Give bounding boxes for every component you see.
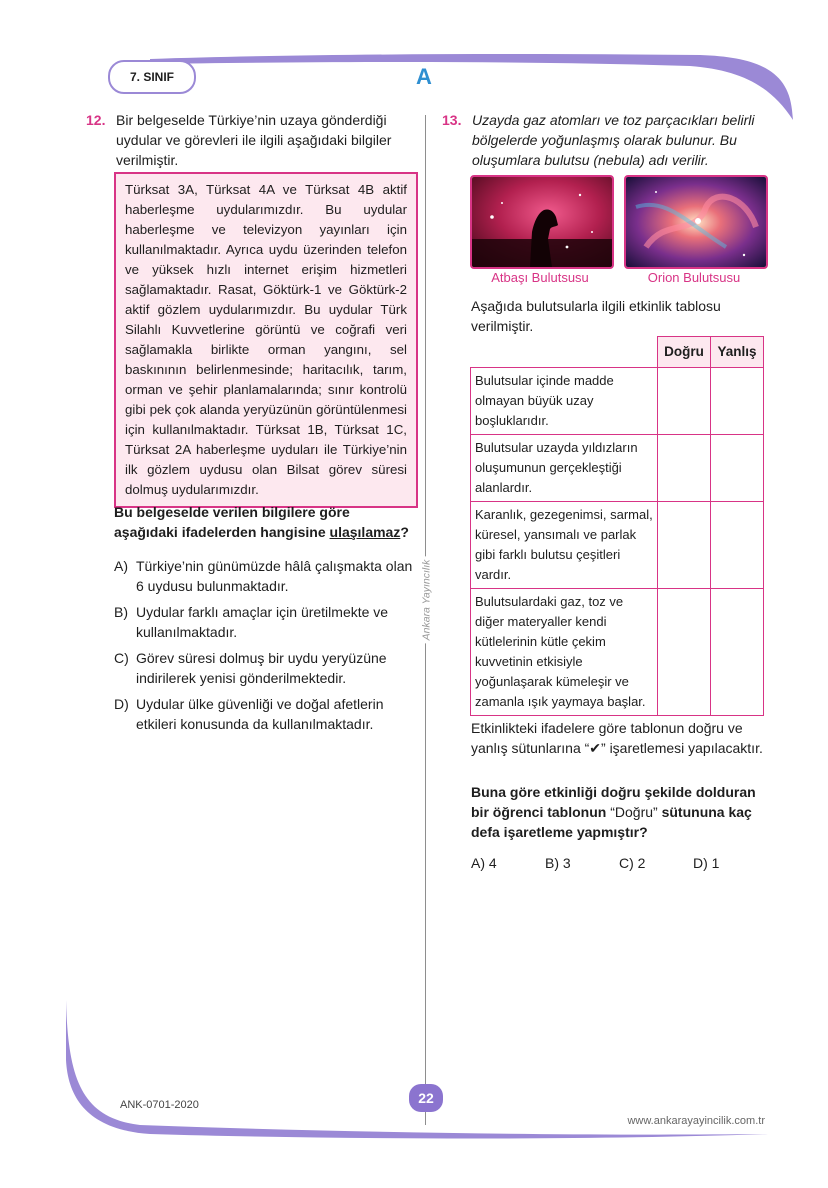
satellite-info-box: Türksat 3A, Türksat 4A ve Türksat 4B aktif haberleşme uydularımızdır. Bu uydular haberleşme ve televizyon yayınları için kullanılmaktadır. Ayrıca uydu üzerinden telefon ve yüksek hızlı internet erişim hizmetleri sağlamaktadır. Rasat, Göktürk-1 ve Göktürk-2 aktif gözlem uydularımızdır. Bu uydular Türk Silahlı Kuvvetlerine görüntü ve coğrafi veri sağlamakla birlikte orman yangını, sel baskınının belirlenmesinde; haritacılık, tarım, orman ve şehir planlamalarında; sınır kontrolü gibi pek çok alanda yeryüzünün görüntülenmesi için kullanılmaktadır. Türksat 1B, Türksat 1C, Türksat 2A haberleşme uyduları ile Türkiye’nin ilk gözlem uydusu olan Bilsat görev süresi dolmuş uydularımızdır. (114, 172, 418, 508)
orion-nebula-caption: Orion Bulutsusu (647, 270, 741, 285)
publisher-name-vertical: Ankara Yayıncılık (420, 557, 432, 644)
vertical-publisher-watermark (412, 545, 440, 655)
false-checkbox-cell[interactable] (711, 435, 764, 502)
answer-option-d[interactable]: D) 1 (693, 855, 720, 871)
answer-option-a[interactable]: A) 4 (471, 855, 497, 871)
publisher-website: www.ankarayayincilik.com.tr (627, 1115, 765, 1127)
marking-instruction: Etkinlikteki ifadelere göre tablonun doğru ve yanlış sütunlarına “✔” işaretlemesi yapılacaktır. (471, 720, 763, 756)
answer-option-c[interactable] (114, 648, 414, 688)
false-checkbox-cell[interactable] (711, 368, 764, 435)
false-checkbox-cell[interactable] (711, 589, 764, 716)
question-12-prompt-text: Bu belgeselde verilen bilgilere göre aşağıdaki ifadelerden hangisine (114, 504, 350, 540)
table-row (471, 435, 764, 502)
answer-option-b[interactable]: B) 3 (545, 855, 571, 871)
false-checkbox-cell[interactable] (711, 502, 764, 589)
answer-option-d[interactable] (114, 694, 414, 734)
true-checkbox-cell[interactable] (658, 589, 711, 716)
table-corner (471, 337, 658, 368)
option-letter: C) (114, 650, 129, 666)
page-number: 22 (409, 1084, 443, 1112)
question-12-prompt (114, 502, 414, 542)
question-13-choices (471, 855, 767, 871)
statement-cell: Bulutsular içinde madde olmayan büyük uzay boşluklarıdır. (471, 368, 658, 435)
orion-nebula-photo (624, 175, 768, 269)
column-header-false: Yanlış (711, 337, 764, 368)
option-text: Türkiye’nin günümüzde hâlâ çalışmakta olan 6 uydusu bulunmaktadır. (136, 558, 413, 594)
question-13-prompt-part1: Buna göre etkinliği doğru şekilde dolduran bir öğrenci tablonun (471, 784, 756, 820)
true-checkbox-cell[interactable] (658, 502, 711, 589)
question-12-number: 12. (86, 112, 106, 128)
option-letter: B) (114, 604, 128, 620)
option-letter: D) (114, 696, 129, 712)
table-row (471, 368, 764, 435)
table-row (471, 589, 764, 716)
horsehead-nebula-photo (470, 175, 614, 269)
statement-cell: Bulutsular uzayda yıldızların oluşumunun gerçekleştiği alanlardır. (471, 435, 658, 502)
option-text: Görev süresi dolmuş bir uydu yeryüzüne indirilerek yenisi gönderilmektedir. (136, 650, 387, 686)
booklet-letter: A (416, 64, 432, 89)
question-12-stem-text: Bir belgeselde Türkiye’nin uzaya gönderdiği uydular ve görevleri ile ilgili aşağıdaki bilgiler verilmiştir. (116, 112, 392, 168)
horsehead-nebula-caption: Atbaşı Bulutsusu (491, 270, 589, 285)
column-header-true: Doğru (658, 337, 711, 368)
statement-cell: Karanlık, gezegenimsi, sarmal, küresel, yansımalı ve parlak gibi farklı bulutsu çeşitleri vardır. (471, 502, 658, 589)
question-13-stem-text: Uzayda gaz atomları ve toz parçacıkları belirli bölgelerde yoğunlaşmış olarak bulunur. Bu oluşumlara bulutsu (nebula) adı verilir. (472, 112, 755, 168)
option-text: Uydular farklı amaçlar için üretilmekte ve kullanılmaktadır. (136, 604, 389, 640)
question-13-number: 13. (442, 112, 462, 128)
option-letter: A) (114, 558, 128, 574)
answer-option-b[interactable] (114, 602, 414, 642)
grade-label: 7. SINIF (108, 60, 196, 94)
table-row (471, 502, 764, 589)
answer-option-c[interactable]: C) 2 (619, 855, 646, 871)
true-checkbox-cell[interactable] (658, 435, 711, 502)
orion-nebula-image (626, 177, 766, 267)
question-13-prompt-part2: sütununa kaç defa işaretleme yapmıştır? (471, 804, 752, 840)
question-13-prompt (471, 782, 767, 842)
question-12-stem (86, 110, 412, 170)
table-intro: Aşağıda bulutsularla ilgili etkinlik tablosu verilmiştir. (471, 298, 721, 334)
answer-option-a[interactable] (114, 556, 414, 596)
statement-cell: Bulutsulardaki gaz, toz ve diğer materyaller kendi kütlelerinin kütle çekim kuvvetinin etkisiyle yoğunlaşarak kümeleşir ve zamanla ışık yaymaya başlar. (471, 589, 658, 716)
true-checkbox-cell[interactable] (658, 368, 711, 435)
question-13-stem (442, 110, 766, 170)
activity-table (470, 336, 764, 716)
question-13-prompt-quoted: “Doğru” (610, 804, 658, 820)
question-13 (442, 110, 766, 170)
question-12-choices (114, 556, 414, 740)
document-code: ANK-0701-2020 (120, 1099, 199, 1111)
question-12 (86, 110, 412, 170)
question-12-prompt-end: ? (400, 524, 409, 540)
option-text: Uydular ülke güvenliği ve doğal afetlerin etkileri konusunda da kullanılmaktadır. (136, 696, 384, 732)
table-header-row (471, 337, 764, 368)
question-12-prompt-underlined: ulaşılamaz (329, 524, 401, 540)
horsehead-nebula-image (472, 177, 612, 267)
